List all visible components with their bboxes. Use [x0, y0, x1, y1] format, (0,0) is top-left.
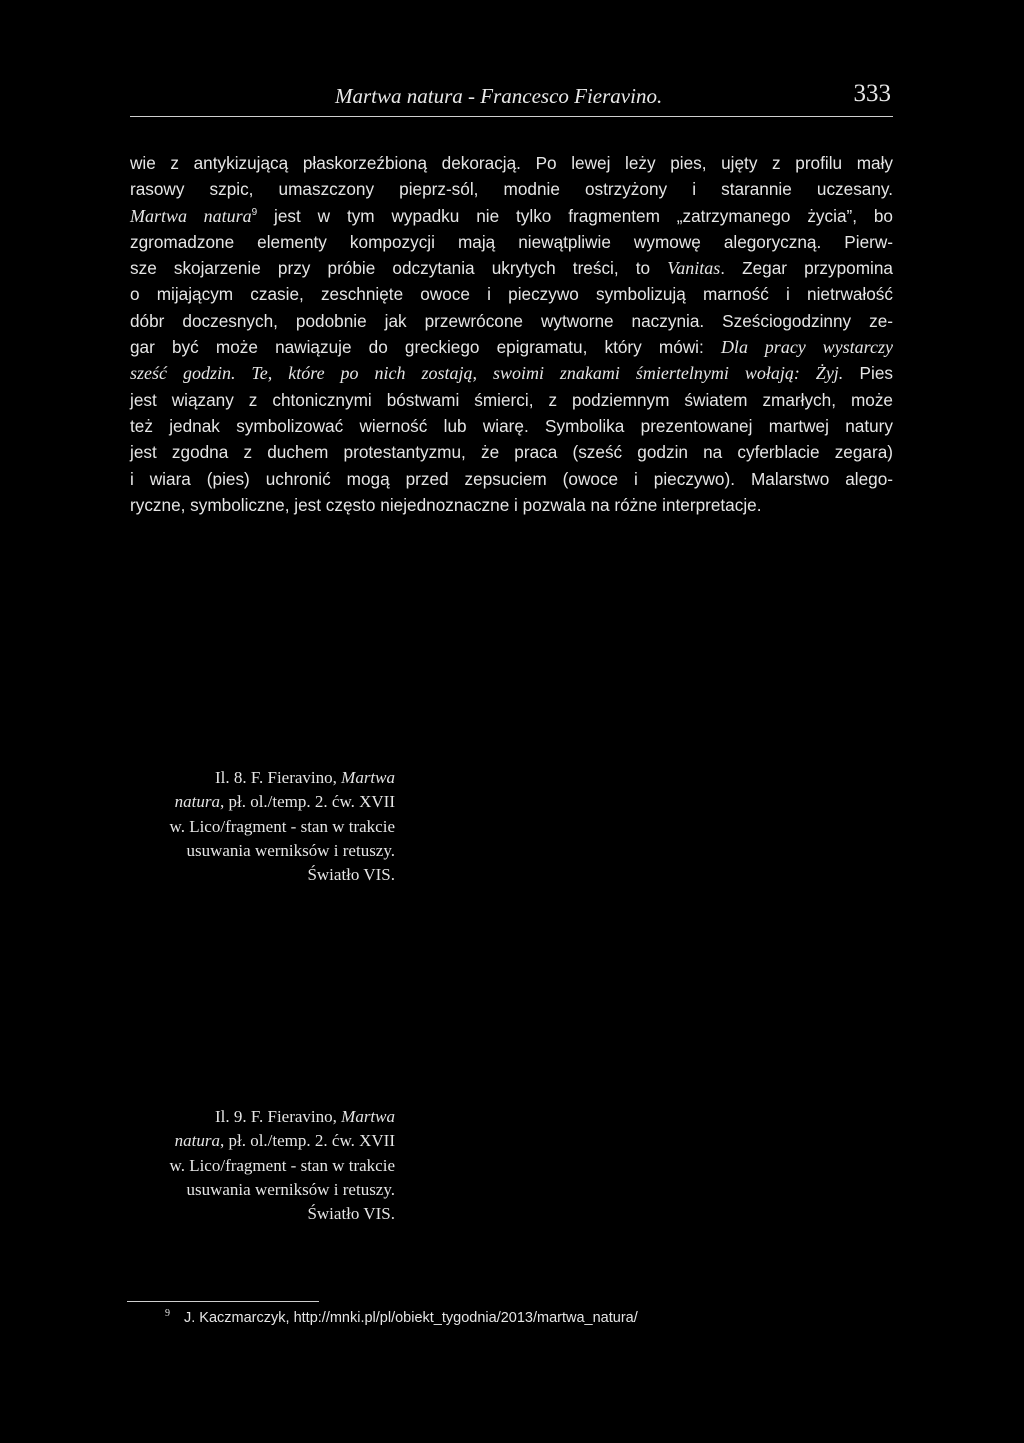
footnote-text: J. Kaczmarczyk, http://mnki.pl/pl/obiekt_tygodnia/2013/martwa_natura/ [184, 1310, 638, 1326]
text-line: gar być może nawiązuje do greckiego epigramatu, który mówi: Dla pracy wystarczy [130, 337, 893, 358]
text-line: też jednak symbolizować wierność lub wiarę. Symbolika prezentowanej martwej natury [130, 415, 893, 436]
text-line: o mijającym czasie, zeschnięte owoce i pieczywo symbolizują marność i nietrwałość [130, 284, 893, 305]
footnote-marker: 9 [165, 1308, 170, 1319]
text-line: i wiara (pies) uchronić mogą przed zepsuciem (owoce i pieczywo). Malarstwo alego- [130, 468, 893, 489]
text-line: sze skojarzenie przy próbie odczytania ukrytych treści, to Vanitas. Zegar przypomina [130, 258, 893, 279]
figure-caption-9: Il. 9. F. Fieravino, Martwa natura, pł. ol./temp. 2. ćw. XVII w. Lico/fragment - stan w trakcie usuwania werniksów i retuszy. Światło VIS. [169, 1107, 395, 1224]
text-line: jest zgodna z duchem protestantyzmu, że praca (sześć godzin na cyferblacie zegara) [130, 442, 893, 463]
text-line: jest wiązany z chtonicznymi bóstwami śmierci, z podziemnym światem zmarłych, może [130, 389, 893, 410]
running-title: Martwa natura - Francesco Fieravino. [335, 84, 663, 108]
italic-term: Vanitas [667, 258, 721, 279]
italic-quote: sześć godzin. Te, które po nich zostają, swoimi znakami śmiertelnymi wołają: Żyj. [130, 363, 844, 384]
running-header [130, 80, 893, 117]
footnote-rule [127, 1301, 319, 1302]
footnote [165, 1310, 638, 1326]
text-line: Martwa natura$^9$ jest w tym wypadku nie tylko fragmentem „zatrzymanego życia”, bo [130, 205, 893, 226]
page-number: 333 [853, 80, 891, 107]
text-line: wie z antykizującą płaskorzeźbioną dekoracją. Po lewej leży pies, ujęty z profilu mały [130, 153, 893, 173]
text-line: sześć godzin. Te, które po nich zostają, swoimi znakami śmiertelnymi wołają: Żyj. Pies [130, 363, 893, 384]
main-paragraph [130, 150, 893, 518]
figure-caption-8: Il. 8. F. Fieravino, Martwa natura, pł. ol./temp. 2. ćw. XVII w. Lico/fragment - stan w trakcie usuwania werniksów i retuszy. Światło VIS. [169, 768, 395, 885]
text-line: dóbr doczesnych, podobnie jak przewrócone wytworne naczynia. Sześciogodzinny ze- [130, 310, 893, 331]
footnote-reference: 9 [251, 206, 258, 218]
text-line: rasowy szpic, umaszczony pieprz-sól, modnie ostrzyżony i starannie uczesany. [130, 179, 893, 200]
italic-quote: Dla pracy wystarczy [720, 337, 893, 358]
text-line: ryczne, symboliczne, jest często niejednoznaczne i pozwala na różne interpretacje. [130, 494, 762, 515]
italic-title: Martwa natura [130, 205, 252, 226]
text-line: zgromadzone elementy kompozycji mają niewątpliwie wymowę alegoryczną. Pierw- [130, 231, 893, 252]
